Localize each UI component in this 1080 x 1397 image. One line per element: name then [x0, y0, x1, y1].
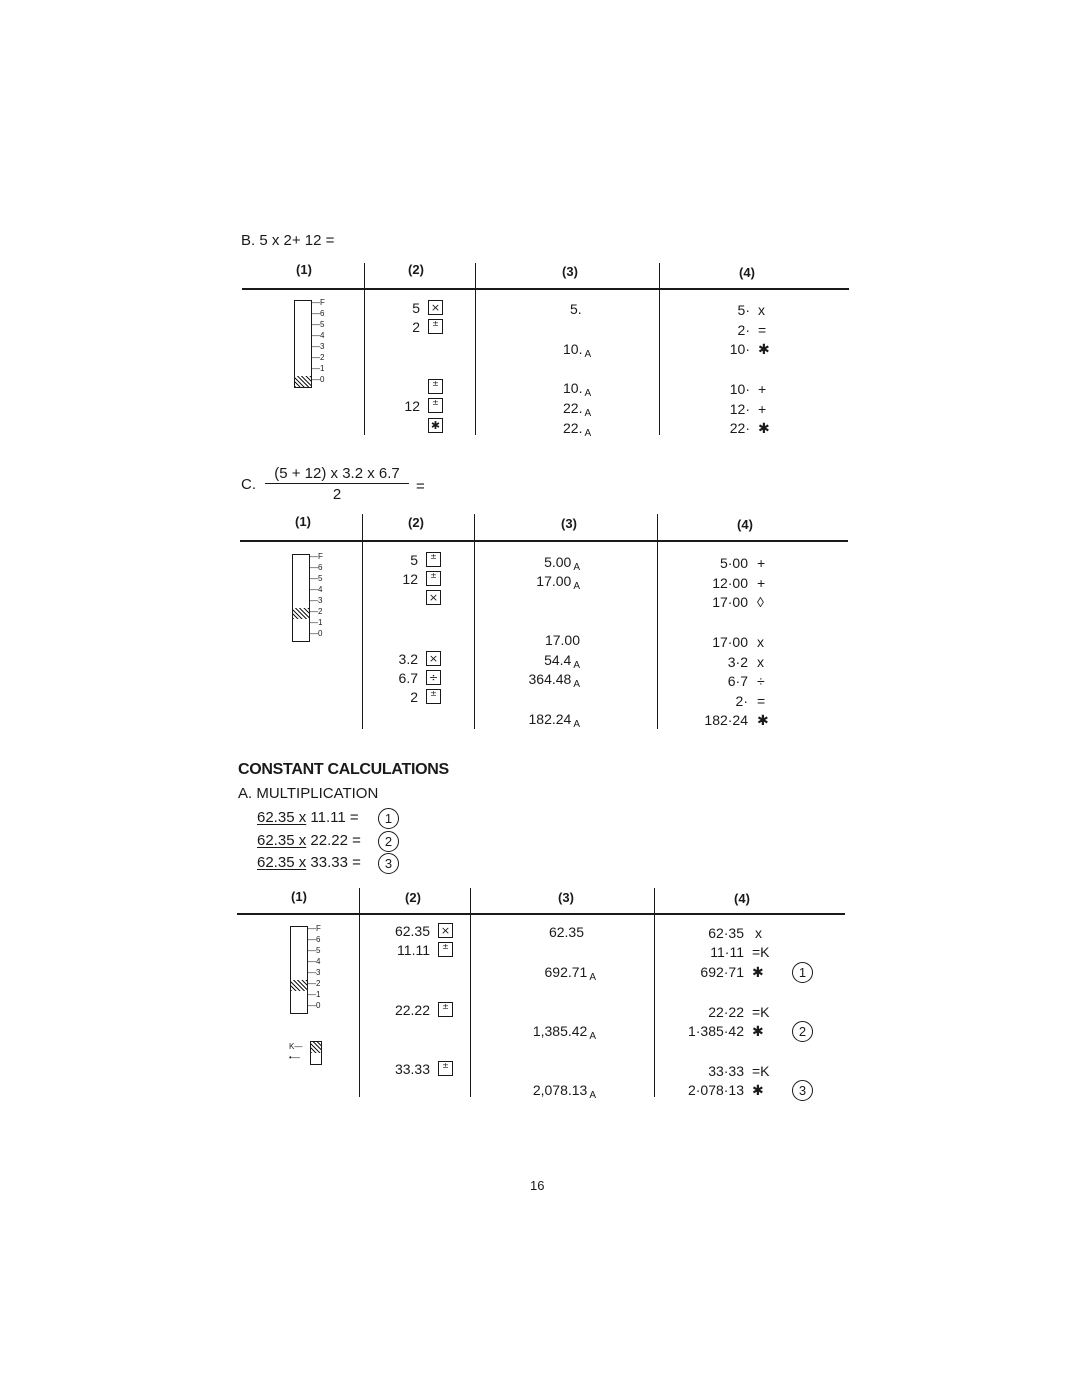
printout-symbol: ✱ — [752, 1023, 764, 1039]
section-c-header-4: (4) — [737, 517, 753, 532]
entry-number: 22.22 — [394, 1002, 430, 1018]
display-value: 5.00 $_A$ — [544, 554, 580, 573]
printout-symbol: ÷ — [757, 673, 765, 689]
display-value: 692.71 $_A$ — [544, 964, 596, 983]
printout-symbol: ✱ — [758, 420, 770, 436]
display-value: 17.00 — [544, 632, 580, 648]
display-value: 22. $_A$ — [563, 420, 592, 439]
printout-symbol: + — [758, 401, 767, 417]
printout-number: 12·00 — [712, 575, 748, 591]
header-rule — [237, 913, 845, 915]
column-divider — [657, 514, 658, 729]
column-divider — [654, 888, 655, 1097]
section-c-numerator: (5 + 12) x 3.2 x 6.7 — [265, 465, 409, 484]
printout-symbol: = — [757, 693, 766, 709]
printout-symbol: ✱ — [758, 341, 770, 357]
entry-number: 12 — [402, 571, 418, 587]
section-c-header-2: (2) — [408, 515, 424, 530]
header-rule — [240, 540, 848, 542]
printout-number: 17·00 — [712, 594, 748, 610]
display-value: 364.48 $_A$ — [528, 671, 580, 690]
section-b-header-1: (1) — [296, 262, 312, 277]
printout-number: 22·22 — [708, 1004, 744, 1020]
plus-equals-key-icon: ± — [438, 1061, 453, 1076]
header-rule — [242, 288, 849, 290]
page-number: 16 — [530, 1178, 545, 1193]
printout-number: 3·2 — [727, 654, 748, 670]
plus-equals-key-icon: ± — [438, 1002, 453, 1017]
entry-number: 2 — [410, 689, 418, 705]
display-value: 182.24 $_A$ — [528, 711, 580, 730]
plus-equals-key-icon: ± — [428, 398, 443, 413]
constant-k-switch — [310, 1041, 322, 1065]
display-value: 2,078.13 $_A$ — [532, 1082, 596, 1101]
constant-header-2: (2) — [405, 890, 421, 905]
constant-calculations-heading: CONSTANT CALCULATIONS — [238, 761, 449, 778]
circled-number-2: 2 — [378, 831, 399, 852]
equation-line-3: 62.35 x 33.33 = — [257, 854, 361, 871]
plus-equals-key-icon: ± — [426, 689, 441, 704]
k-switch-off-label: •— — [289, 1053, 300, 1062]
printout-number: 2· — [737, 322, 750, 338]
plus-equals-key-icon: ± — [438, 942, 453, 957]
printout-number: 17·00 — [712, 634, 748, 650]
display-value: 1,385.42 $_A$ — [532, 1023, 596, 1042]
printout-number: 12· — [729, 401, 750, 417]
display-value: 22. $_A$ — [563, 400, 592, 419]
printout-symbol: = — [758, 322, 767, 338]
display-value: 10. $_A$ — [563, 380, 592, 399]
entry-number: 2 — [412, 319, 420, 335]
column-divider — [359, 888, 360, 1097]
multiply-key-icon: × — [428, 300, 443, 315]
printout-symbol: x — [757, 634, 764, 650]
printout-symbol: =K — [752, 944, 770, 960]
printout-symbol: ✱ — [757, 712, 769, 728]
circled-number-1: 1 — [792, 962, 813, 983]
printout-symbol: ✱ — [752, 964, 764, 980]
printout-symbol: x — [755, 925, 762, 941]
printout-symbol: ✱ — [752, 1082, 764, 1098]
constant-header-3: (3) — [558, 890, 574, 905]
multiply-key-icon: × — [426, 590, 441, 605]
column-divider — [470, 888, 471, 1097]
printout-symbol: x — [758, 302, 765, 318]
section-b-title: B. 5 x 2+ 12 = — [241, 232, 335, 249]
printout-number: 182·24 — [704, 712, 748, 728]
printout-symbol: =K — [752, 1004, 770, 1020]
plus-equals-key-icon: ± — [426, 571, 441, 586]
display-value: 54.4 $_A$ — [544, 652, 580, 671]
printout-number: 22· — [729, 420, 750, 436]
printout-symbol: x — [757, 654, 764, 670]
printout-number: 62·35 — [708, 925, 744, 941]
constant-header-4: (4) — [734, 891, 750, 906]
display-value: 5. — [570, 301, 582, 317]
display-value: 62.35 — [548, 924, 584, 940]
plus-equals-key-icon: ± — [426, 552, 441, 567]
entry-number: 62.35 — [394, 923, 430, 939]
display-value: 10. $_A$ — [563, 341, 592, 360]
circled-number-3: 3 — [792, 1080, 813, 1101]
printout-number: 1·385·42 — [687, 1023, 744, 1039]
section-b-header-3: (3) — [562, 264, 578, 279]
circled-number-1: 1 — [378, 808, 399, 829]
circled-number-3: 3 — [378, 853, 399, 874]
entry-number: 11.11 — [397, 942, 430, 958]
section-b-header-2: (2) — [408, 262, 424, 277]
entry-number: 3.2 — [398, 651, 418, 667]
section-c-header-1: (1) — [295, 514, 311, 529]
section-c-equals: = — [416, 478, 425, 495]
printout-symbol: + — [757, 555, 766, 571]
entry-number: 33.33 — [394, 1061, 430, 1077]
decimal-switch-b — [294, 300, 312, 388]
decimal-switch-c — [292, 554, 310, 642]
entry-number: 5 — [412, 300, 420, 316]
total-key-icon: ✱ — [428, 418, 443, 433]
section-b-header-4: (4) — [739, 265, 755, 280]
decimal-switch-constant — [290, 926, 308, 1014]
printout-symbol: + — [758, 381, 767, 397]
column-divider — [362, 514, 363, 729]
display-value: 17.00 $_A$ — [536, 573, 580, 592]
k-switch-label: K— — [289, 1042, 303, 1051]
printout-symbol: ◊ — [757, 594, 764, 610]
printout-number: 2· — [735, 693, 748, 709]
column-divider — [474, 514, 475, 729]
printout-number: 10· — [729, 341, 750, 357]
entry-number: 5 — [410, 552, 418, 568]
equation-line-1: 62.35 x 11.11 = — [257, 809, 359, 826]
printout-number: 10· — [729, 381, 750, 397]
multiply-key-icon: × — [438, 923, 453, 938]
section-c-header-3: (3) — [561, 516, 577, 531]
printout-number: 6·7 — [727, 673, 748, 689]
printout-number: 5· — [737, 302, 750, 318]
printout-symbol: + — [757, 575, 766, 591]
constant-header-1: (1) — [291, 889, 307, 904]
multiply-key-icon: × — [426, 651, 441, 666]
plus-equals-key-icon: ± — [428, 379, 443, 394]
circled-number-2: 2 — [792, 1021, 813, 1042]
printout-number: 11·11 — [710, 944, 744, 960]
multiplication-subheading: A. MULTIPLICATION — [238, 785, 379, 802]
entry-number: 12 — [404, 398, 420, 414]
printout-number: 2·078·13 — [687, 1082, 744, 1098]
printout-number: 692·71 — [700, 964, 744, 980]
printout-number: 33·33 — [708, 1063, 744, 1079]
divide-key-icon: ÷ — [426, 670, 441, 685]
plus-equals-key-icon: ± — [428, 319, 443, 334]
section-c-denominator: 2 — [332, 486, 342, 503]
entry-number: 6.7 — [398, 670, 418, 686]
equation-line-2: 62.35 x 22.22 = — [257, 832, 361, 849]
printout-number: 5·00 — [719, 555, 748, 571]
section-c-prefix: C. — [241, 476, 256, 493]
printout-symbol: =K — [752, 1063, 770, 1079]
